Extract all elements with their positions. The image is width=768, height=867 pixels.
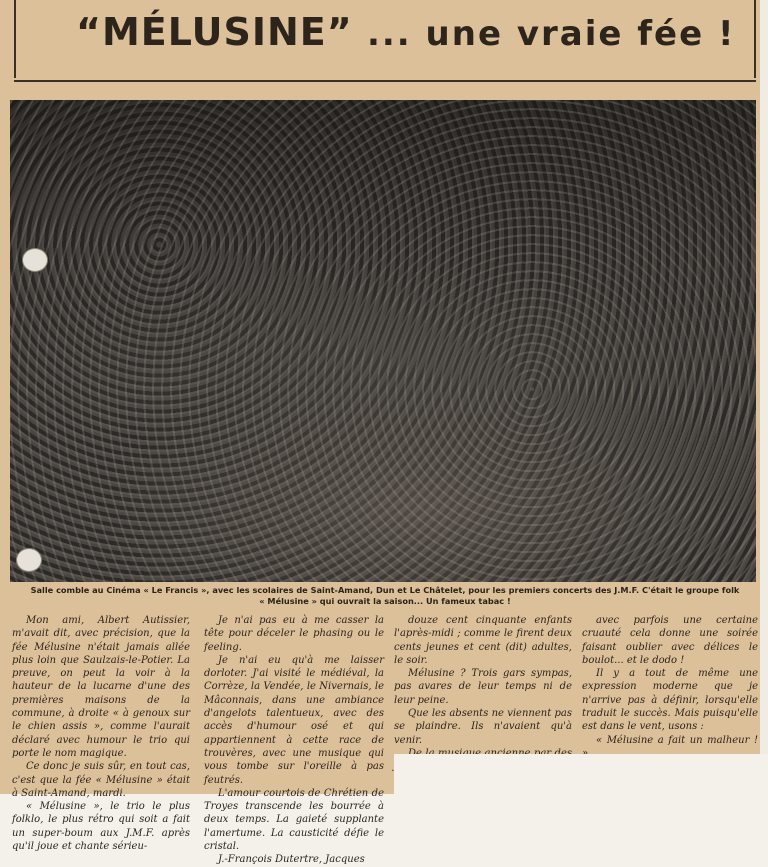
paragraph: J.-François Dutertre, Jacques	[218, 854, 365, 866]
paragraph: « Mélusine », le trio le plus folklo, le plus rétro qui soit a fait un super-boum aux J.M.F. après qu'il joue et chante sérieu-	[12, 801, 190, 853]
paragraph: Ce donc je suis sûr, en tout cas, c'est que la fée « Mélusine » était à Saint-Amand, mardi.	[12, 761, 190, 799]
punch-hole	[16, 548, 42, 572]
photo-caption	[20, 585, 750, 607]
article-column-4	[582, 614, 758, 776]
punch-hole	[22, 248, 48, 272]
background-paper-edge	[760, 0, 768, 754]
concert-audience-photo	[10, 100, 756, 582]
paragraph: douze cent cinquante enfants l'après-midi ; comme le firent deux cents jeunes et cent (dit) adultes, le soir.	[394, 615, 572, 666]
caption-line-1: Salle comble au Cinéma « Le Francis », avec les scolaires de Saint-Amand, Dun et Le Châtelet, pour les premiers concerts des J.M.F. C'était le groupe folk	[30, 585, 740, 595]
paragraph: avec parfois une certaine cruauté cela donne une soirée faisant oublier avec délices le boulot... et le dodo !	[582, 615, 758, 666]
headline-title: “MÉLUSINE”	[76, 10, 353, 54]
article-column-1	[12, 614, 190, 853]
paragraph: Il y a tout de même une expression moderne que je n'arrive pas à définir, lorsqu'elle traduit le succès. Mais puisqu'elle est dans le vent, usons :	[582, 668, 758, 733]
paragraph: Mélusine ? Trois gars sympas, pas avares de leur temps ni de leur peine.	[394, 668, 572, 706]
paragraph: Mon ami, Albert Autissier, m'avait dit, avec précision, que la fée Mélusine n'était jamais allée plus loin que Saulzais-le-Potier. La preuve, on peut la voir à la hauteur de la lucarne d'une des premières maisons de la commune, à droite « à genoux sur le chien assis », comme l'aurait déclaré avec humour le trio qui porte le nom magique.	[12, 615, 190, 759]
caption-line-2: « Mélusine » qui ouvrait la saison... Un fameux tabac !	[259, 596, 511, 606]
headline	[76, 10, 756, 54]
paragraph: « Mélusine a fait un malheur !	[596, 734, 758, 746]
paragraph: Je n'ai pas eu à me casser la tête pour déceler le phasing ou le feeling.	[204, 615, 384, 653]
headline-subtitle: ... une vraie fée !	[366, 14, 736, 54]
article-column-3	[394, 614, 572, 774]
paragraph: L'amour courtois de Chrétien de Troyes transcende les bourrée à deux temps. La gaieté supplante l'amertume. La causticité défie le cristal.	[204, 787, 384, 853]
headline-frame	[14, 0, 756, 82]
paragraph: Que les absents ne viennent pas se plaindre. Ils n'avaient qu'à venir.	[394, 708, 572, 746]
background-paper	[394, 754, 768, 794]
article-column-2	[204, 614, 384, 867]
paragraph: Je n'ai eu qu'à me laisser dorloter. J'ai visité le médiéval, la Corrèze, la Vendée, le Nivernais, le Mâconnais, dans une ambiance d'angelots talentueux, avec des accès d'humour osé et qui appartiennent à cette race de trouvères, avec une musique qui vous tombe sur l'oreille à pas feutrés.	[204, 654, 384, 786]
